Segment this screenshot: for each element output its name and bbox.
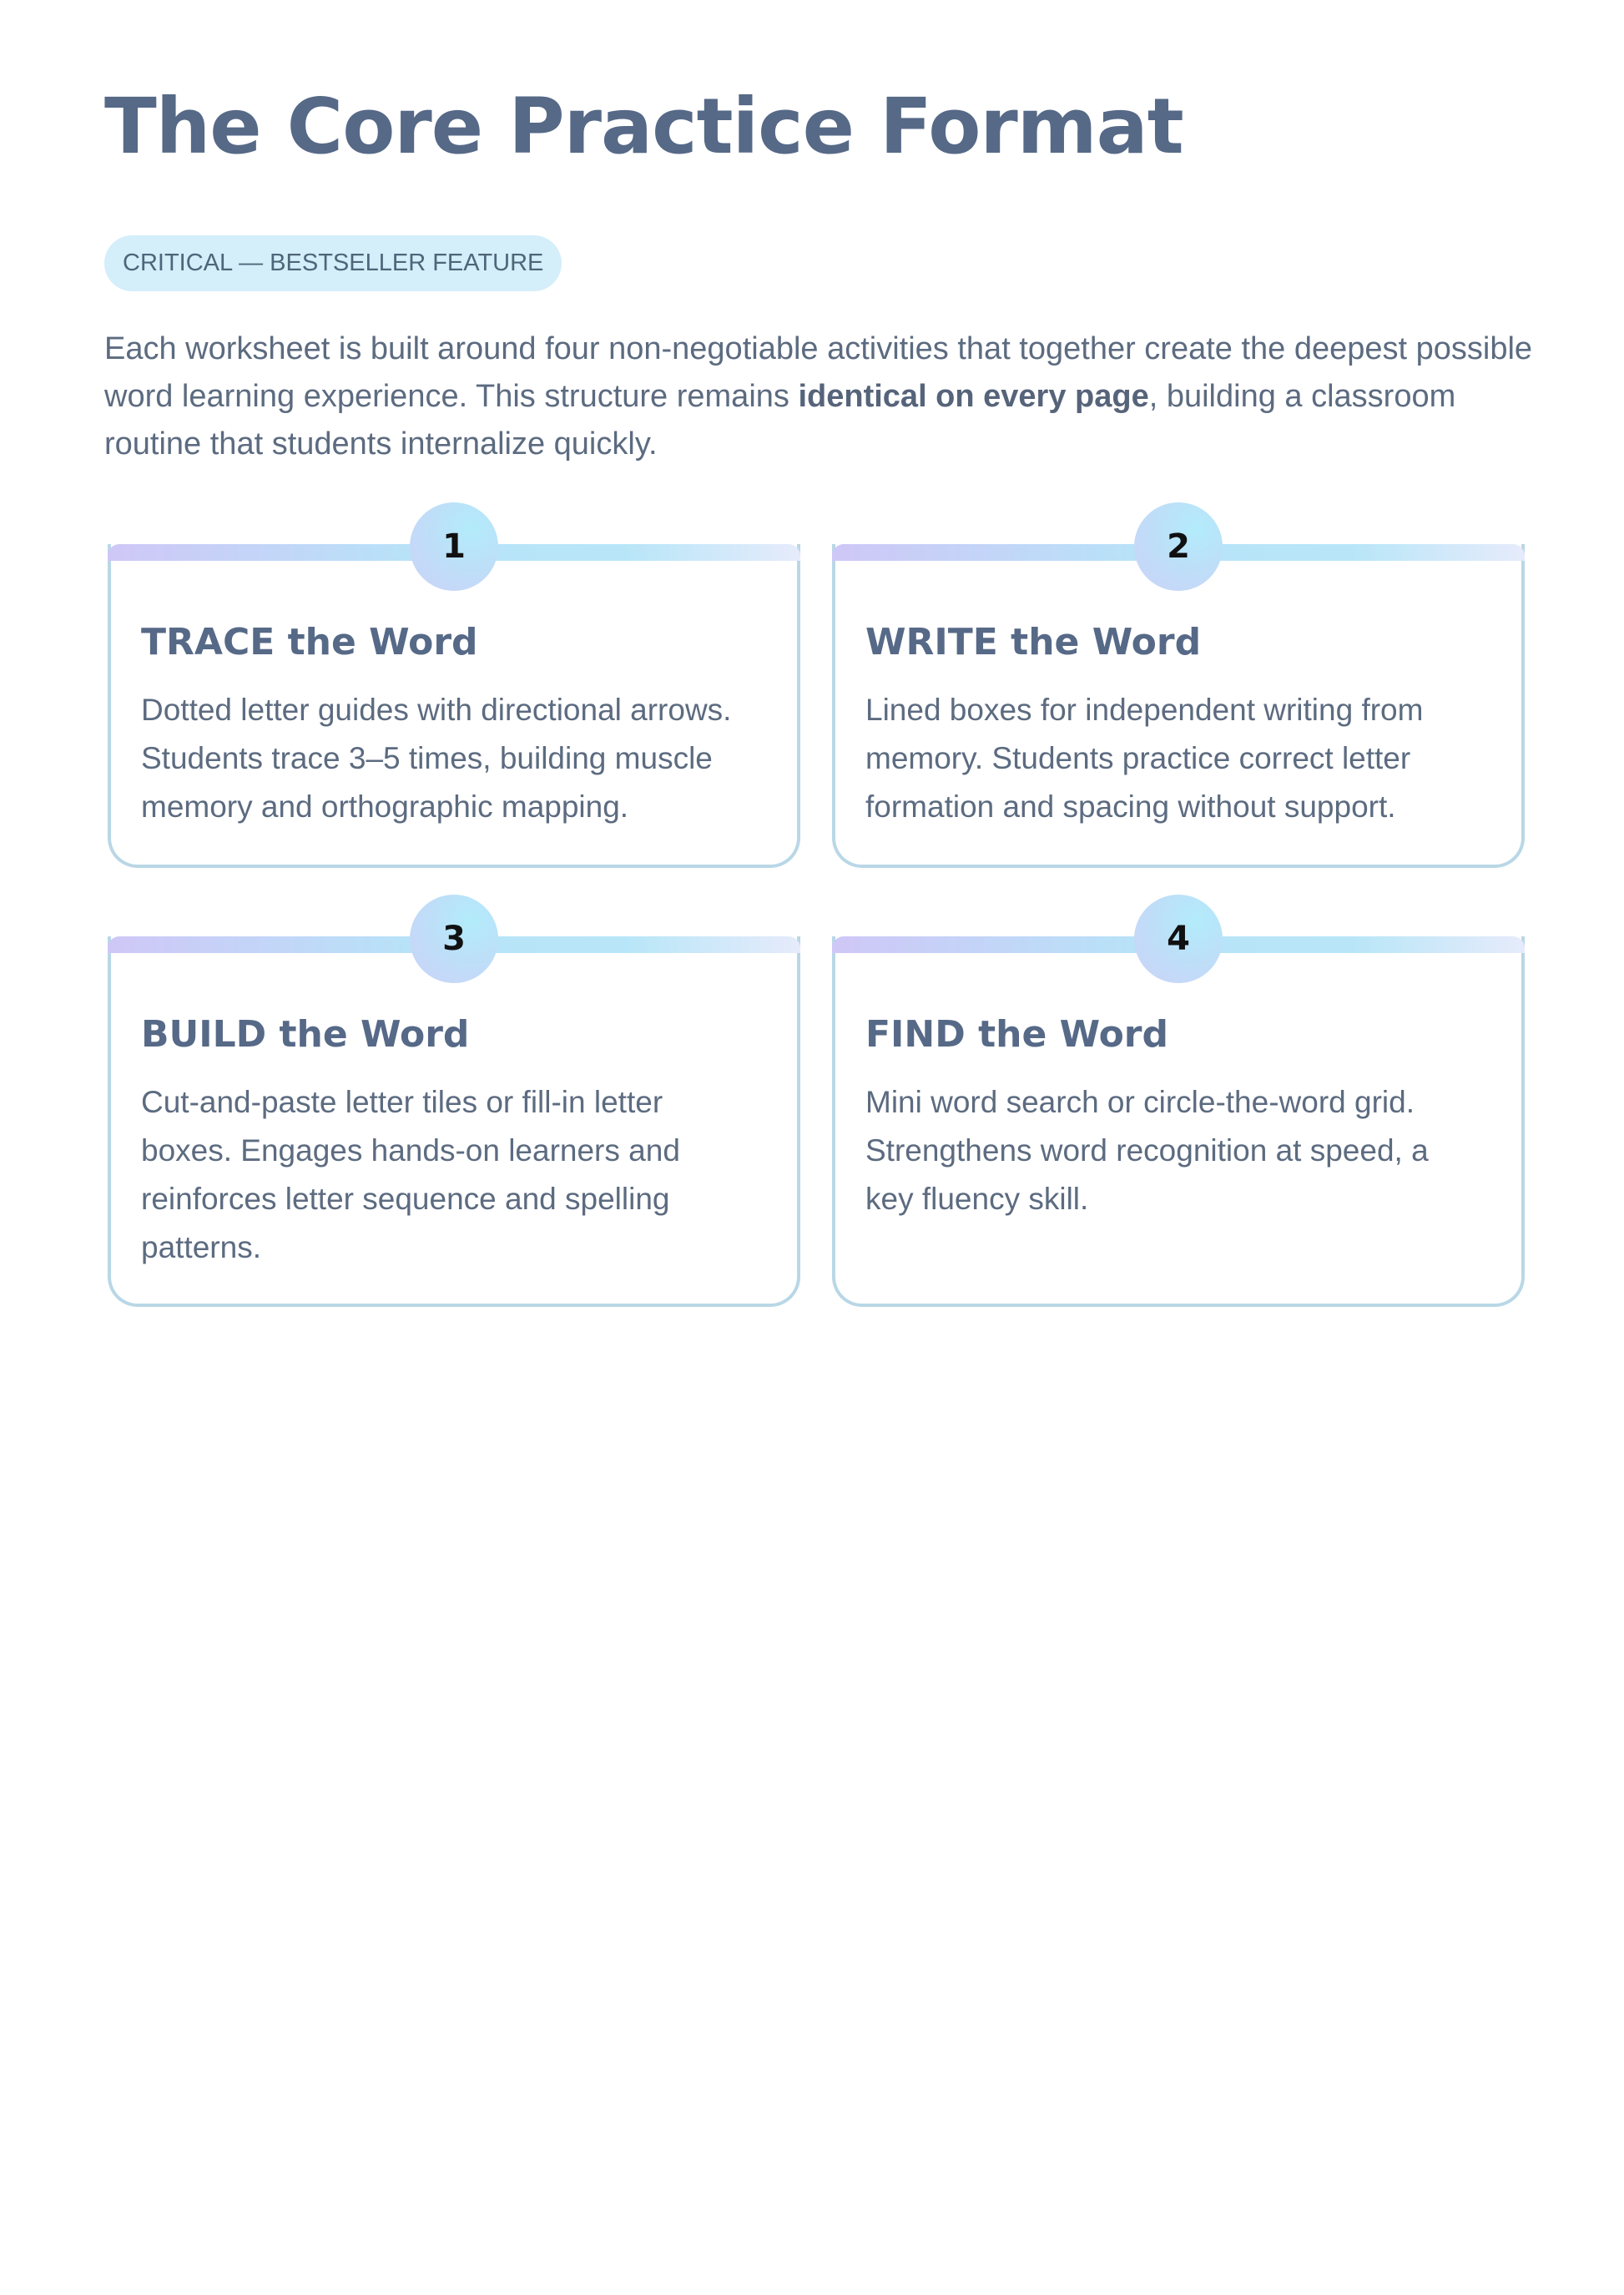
intro-text-after: , building a classroom routine that students internalize quickly.: [104, 379, 1456, 462]
card-title: BUILD the Word: [141, 1013, 470, 1056]
feature-badge: CRITICAL — BESTSELLER FEATURE: [104, 235, 562, 291]
step-number-badge: 2: [1134, 502, 1223, 591]
activity-card-trace: [108, 527, 800, 868]
activity-card-find: [832, 920, 1525, 1307]
intro-text-before: Each worksheet is built around four non-negotiable activities that together create the deepest possible word learning experience. This structure remains: [104, 331, 1533, 414]
step-number-badge: 1: [410, 502, 498, 591]
activity-card-write: [832, 527, 1525, 868]
page-title: The Core Practice Format: [104, 82, 1183, 171]
intro-paragraph: [104, 325, 1540, 468]
activity-card-build: [108, 920, 800, 1307]
step-number-badge: 3: [410, 895, 498, 983]
card-description: Mini word search or circle-the-word grid. Strengthens word recognition at speed, a key fluency skill.: [865, 1085, 1429, 1216]
card-title: TRACE the Word: [141, 621, 478, 663]
card-title: WRITE the Word: [865, 621, 1202, 663]
card-description: Cut-and-paste letter tiles or fill-in letter boxes. Engages hands-on learners and reinforces letter sequence and spelling patterns.: [141, 1085, 680, 1264]
card-description: Dotted letter guides with directional arrows. Students trace 3–5 times, building muscle memory and orthographic mapping.: [141, 693, 732, 824]
card-title: FIND the Word: [865, 1013, 1168, 1056]
card-description: Lined boxes for independent writing from memory. Students practice correct letter formation and spacing without support.: [865, 693, 1424, 824]
intro-emphasis: identical on every page: [798, 379, 1149, 414]
step-number-badge: 4: [1134, 895, 1223, 983]
